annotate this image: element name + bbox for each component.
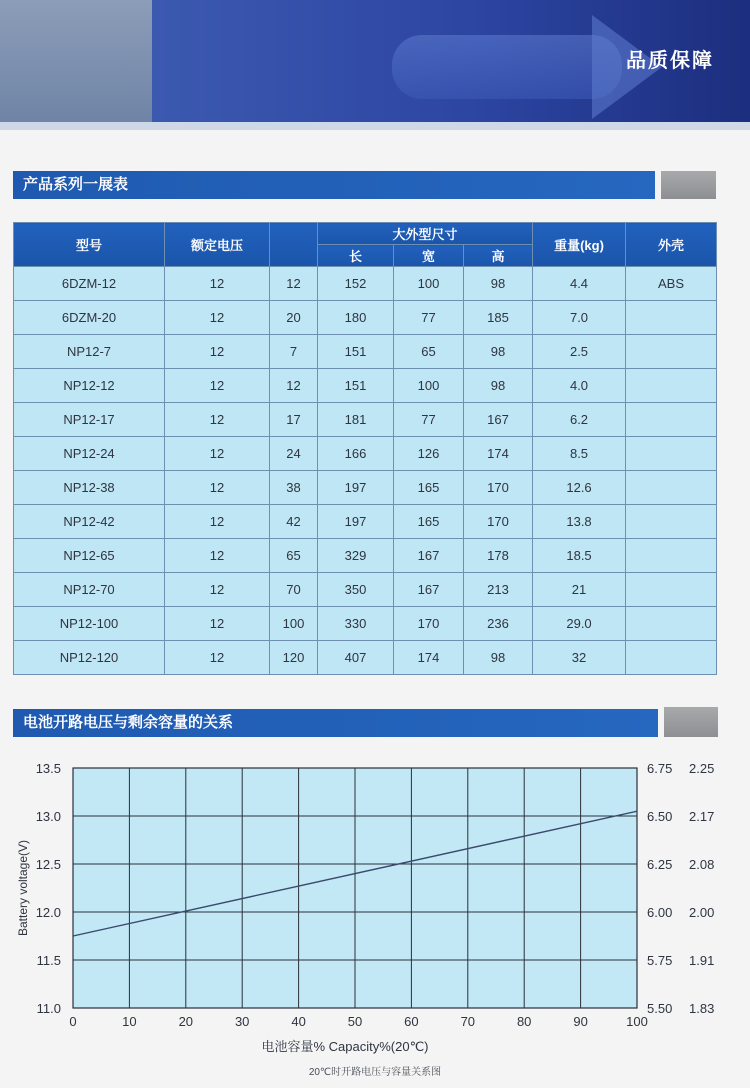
right-axis-label-cell: 6.75 (647, 761, 673, 776)
right-axis-label-unit: 2.00 (689, 905, 715, 920)
cell-length: 330 (318, 607, 394, 641)
cell-width: 65 (394, 335, 464, 369)
header-length: 长 (318, 245, 394, 267)
y-tick-label: 13.5 (35, 761, 61, 776)
cell-weight: 2.5 (533, 335, 626, 369)
x-tick-label: 20 (178, 1014, 194, 1029)
cell-width: 170 (394, 607, 464, 641)
cell-case (626, 301, 717, 335)
cell-voltage: 12 (165, 641, 270, 675)
section-header-accent (661, 171, 716, 199)
cell-case (626, 335, 717, 369)
cell-capacity: 38 (270, 471, 318, 505)
cell-length: 152 (318, 267, 394, 301)
cell-model: NP12-42 (14, 505, 165, 539)
table-row (14, 301, 717, 335)
table-row (14, 505, 717, 539)
cell-model: 6DZM-12 (14, 267, 165, 301)
cell-case (626, 607, 717, 641)
x-axis-title: 电池容量% Capacity%(20℃) (261, 1039, 429, 1054)
cell-length: 180 (318, 301, 394, 335)
cell-voltage: 12 (165, 403, 270, 437)
cell-weight: 8.5 (533, 437, 626, 471)
cell-length: 181 (318, 403, 394, 437)
cell-width: 167 (394, 573, 464, 607)
cell-case (626, 573, 717, 607)
cell-capacity: 7 (270, 335, 318, 369)
right-axis-label-unit: 2.08 (689, 857, 715, 872)
cell-height: 213 (464, 573, 533, 607)
cell-capacity: 20 (270, 301, 318, 335)
y-tick-label: 11.0 (36, 1001, 61, 1016)
x-tick-label: 10 (122, 1014, 137, 1029)
cell-case (626, 437, 717, 471)
cell-voltage: 12 (165, 505, 270, 539)
cell-capacity: 120 (270, 641, 318, 675)
chart-caption: 20℃时开路电压与容量关系图 (308, 1067, 442, 1078)
page-title: 品质保障 (626, 50, 714, 72)
cell-capacity: 24 (270, 437, 318, 471)
x-tick-label: 0 (69, 1014, 77, 1029)
table-row (14, 607, 717, 641)
x-tick-label: 100 (626, 1014, 648, 1029)
cell-length: 329 (318, 539, 394, 573)
section-header-accent (664, 707, 718, 737)
cell-weight: 32 (533, 641, 626, 675)
table-row (14, 471, 717, 505)
header-height: 高 (464, 245, 533, 267)
cell-height: 98 (464, 267, 533, 301)
cell-voltage: 12 (165, 539, 270, 573)
product-spec-table (13, 222, 717, 675)
table-row (14, 437, 717, 471)
cell-length: 151 (318, 369, 394, 403)
cell-width: 77 (394, 403, 464, 437)
cell-voltage: 12 (165, 267, 270, 301)
cell-weight: 21 (533, 573, 626, 607)
section-header-voltage-chart: 电池开路电压与剩余容量的关系 (13, 709, 658, 737)
cell-model: NP12-70 (14, 573, 165, 607)
table-row (14, 403, 717, 437)
cell-weight: 4.0 (533, 369, 626, 403)
cell-width: 77 (394, 301, 464, 335)
x-tick-label: 90 (573, 1014, 588, 1029)
cell-capacity: 65 (270, 539, 318, 573)
right-axis-label-unit: 1.83 (689, 1001, 715, 1016)
cell-voltage: 12 (165, 471, 270, 505)
cell-model: NP12-65 (14, 539, 165, 573)
cell-height: 170 (464, 471, 533, 505)
cell-width: 174 (394, 641, 464, 675)
cell-voltage: 12 (165, 369, 270, 403)
y-tick-label: 13.0 (35, 809, 61, 824)
cell-height: 98 (464, 335, 533, 369)
cell-voltage: 12 (165, 301, 270, 335)
cell-weight: 12.6 (533, 471, 626, 505)
y-tick-label: 12.5 (35, 857, 61, 872)
cell-case (626, 539, 717, 573)
cell-voltage: 12 (165, 437, 270, 471)
cell-length: 197 (318, 505, 394, 539)
cell-capacity: 17 (270, 403, 318, 437)
cell-length: 350 (318, 573, 394, 607)
cell-voltage: 12 (165, 607, 270, 641)
cell-capacity: 70 (270, 573, 318, 607)
table-row (14, 267, 717, 301)
cell-length: 407 (318, 641, 394, 675)
cell-model: NP12-38 (14, 471, 165, 505)
y-axis-title: Battery voltage(V) (16, 839, 30, 937)
table-row (14, 369, 717, 403)
cell-length: 166 (318, 437, 394, 471)
cell-capacity: 42 (270, 505, 318, 539)
cell-case (626, 403, 717, 437)
cell-height: 174 (464, 437, 533, 471)
cell-height: 178 (464, 539, 533, 573)
cell-width: 126 (394, 437, 464, 471)
cell-capacity: 12 (270, 267, 318, 301)
header-dimensions: 大外型尺寸 (318, 223, 533, 245)
cell-model: NP12-100 (14, 607, 165, 641)
cell-height: 98 (464, 369, 533, 403)
right-axis-label-cell: 5.50 (647, 1001, 673, 1016)
cell-length: 151 (318, 335, 394, 369)
x-tick-label: 30 (234, 1014, 250, 1029)
cell-width: 100 (394, 267, 464, 301)
cell-weight: 6.2 (533, 403, 626, 437)
right-axis-label-unit: 2.17 (689, 809, 715, 824)
arrow-graphic (392, 35, 622, 99)
x-tick-label: 60 (404, 1014, 419, 1029)
cell-model: NP12-12 (14, 369, 165, 403)
cell-model: 6DZM-20 (14, 301, 165, 335)
cell-weight: 29.0 (533, 607, 626, 641)
right-axis-label-cell: 6.00 (647, 905, 673, 920)
table-row (14, 335, 717, 369)
cell-voltage: 12 (165, 335, 270, 369)
x-tick-label: 70 (460, 1014, 476, 1029)
cell-model: NP12-120 (14, 641, 165, 675)
cell-height: 185 (464, 301, 533, 335)
cell-height: 98 (464, 641, 533, 675)
cell-length: 197 (318, 471, 394, 505)
cell-capacity: 12 (270, 369, 318, 403)
voltage-capacity-chart (0, 760, 750, 1060)
cell-case: ABS (626, 267, 717, 301)
cell-case (626, 471, 717, 505)
cell-voltage: 12 (165, 573, 270, 607)
y-tick-label: 12.0 (35, 905, 61, 920)
x-tick-label: 80 (516, 1014, 532, 1029)
x-tick-label: 50 (347, 1014, 363, 1029)
cell-weight: 18.5 (533, 539, 626, 573)
cell-height: 170 (464, 505, 533, 539)
cell-height: 167 (464, 403, 533, 437)
cell-weight: 7.0 (533, 301, 626, 335)
table-row (14, 573, 717, 607)
cell-width: 167 (394, 539, 464, 573)
cell-width: 165 (394, 471, 464, 505)
cell-weight: 13.8 (533, 505, 626, 539)
cell-width: 100 (394, 369, 464, 403)
cell-model: NP12-7 (14, 335, 165, 369)
cell-case (626, 369, 717, 403)
y-tick-label: 11.5 (36, 953, 61, 968)
section-header-product-table: 产品系列一展表 (13, 171, 655, 199)
header-rated-voltage: 额定电压 (165, 223, 270, 267)
cell-model: NP12-24 (14, 437, 165, 471)
cell-case (626, 505, 717, 539)
right-axis-label-cell: 6.25 (647, 857, 673, 872)
right-axis-label-unit: 2.25 (689, 761, 715, 776)
cell-case (626, 641, 717, 675)
header-model: 型号 (14, 223, 165, 267)
table-row (14, 539, 717, 573)
cell-height: 236 (464, 607, 533, 641)
right-axis-label-cell: 5.75 (647, 953, 673, 968)
table-row (14, 641, 717, 675)
x-tick-label: 40 (291, 1014, 306, 1029)
banner-divider (0, 122, 750, 130)
cell-capacity: 100 (270, 607, 318, 641)
cell-width: 165 (394, 505, 464, 539)
right-axis-label-unit: 1.91 (689, 953, 715, 968)
header-case: 外壳 (626, 223, 717, 267)
header-weight: 重量(kg) (533, 223, 626, 267)
right-axis-label-cell: 6.50 (647, 809, 673, 824)
header-capacity (270, 223, 318, 267)
cell-weight: 4.4 (533, 267, 626, 301)
header-width: 宽 (394, 245, 464, 267)
cell-model: NP12-17 (14, 403, 165, 437)
